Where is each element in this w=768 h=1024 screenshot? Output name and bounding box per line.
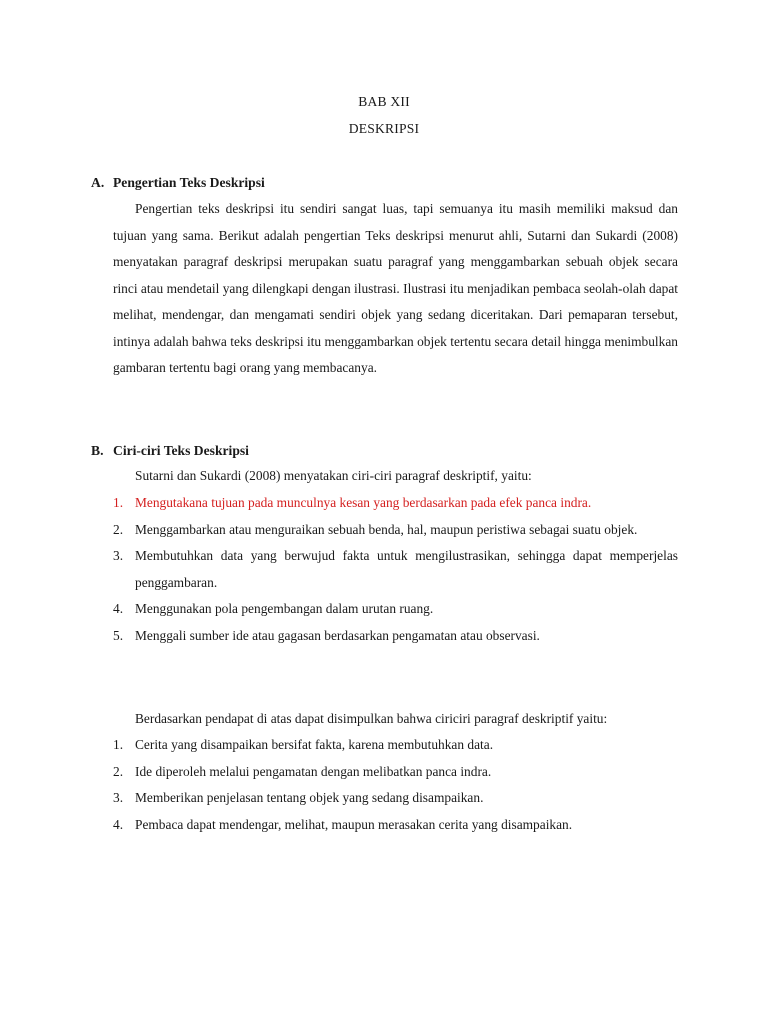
section-b-intro: Sutarni dan Sukardi (2008) menyatakan ciri-ciri paragraf deskriptif, yaitu: [135,468,532,483]
conclusion-list [113,732,678,838]
conclusion-intro: Berdasarkan pendapat di atas dapat disimpulkan bahwa ciriciri paragraf deskriptif yaitu: [135,711,608,726]
list-item-number: 3. [113,790,124,805]
list-item [113,490,678,517]
list-item-text: Memberikan penjelasan tentang objek yang sedang disampaikan. [135,790,484,805]
section-b-heading [91,443,249,459]
section-a-title: Pengertian Teks Deskripsi [113,175,265,190]
list-item-text: Pembaca dapat mendengar, melihat, maupun merasakan cerita yang disampaikan. [135,816,573,832]
list-item [113,596,678,623]
list-item [113,785,678,812]
section-a-heading [91,175,265,191]
list-item-number: 4. [113,601,124,616]
list-item-text: Ide diperoleh melalui pengamatan dengan melibatkan panca indra. [135,763,492,779]
list-item [113,517,678,544]
section-b-title: Ciri-ciri Teks Deskripsi [113,443,249,458]
list-item-text: Membutuhkan data yang berwujud fakta untuk mengilustrasikan, sehingga dapat memperjelas penggambaran. [135,548,678,590]
list-item-number: 2. [113,521,124,537]
list-item [113,759,678,786]
list-item-text: Menggali sumber ide atau gagasan berdasarkan pengamatan atau observasi. [135,627,540,643]
list-item-number: 1. [113,495,124,510]
chapter-label: BAB XII [358,94,410,109]
section-a-paragraph: Pengertian teks deskripsi itu sendiri sangat luas, tapi semuanya itu masih memiliki maksud dan tujuan yang sama. Berikut adalah pengertian Teks deskripsi menurut ahli, Sutarni dan Sukardi (2008) menyatakan paragraf deskripsi merupakan suatu paragraf yang menggambarkan sebuah objek secara rinci atau mendetail yang dilengkapi dengan ilustrasi. Ilustrasi itu menjadikan pembaca seolah-olah dapat melihat, mendengar, dan mengamati sendiri objek yang sedang diceritakan. Dari pemaparan tersebut, intinya adalah bahwa teks deskripsi itu menggambarkan objek tertentu secara detail hingga menimbulkan gambaran tertentu bagi orang yang membacanya. [113,201,678,375]
list-item-text: Menggambarkan atau menguraikan sebuah benda, hal, maupun peristiwa sebagai suatu objek. [135,521,638,537]
section-a-letter: A. [91,175,105,190]
characteristics-list [113,490,678,649]
list-item [113,732,678,759]
list-item [113,623,678,650]
list-item-number: 3. [113,548,124,563]
list-item-text: Menggunakan pola pengembangan dalam urutan ruang. [135,601,434,616]
list-item-number: 2. [113,763,124,779]
list-item-text: Mengutakana tujuan pada munculnya kesan yang berdasarkan pada efek panca indra. [135,495,592,510]
list-item [113,812,678,839]
list-item-number: 1. [113,737,124,752]
section-b-letter: B. [91,443,104,458]
list-item-number: 4. [113,816,124,832]
list-item [113,543,678,596]
list-item-number: 5. [113,627,124,643]
page-title: DESKRIPSI [348,121,420,136]
list-item-text: Cerita yang disampaikan bersifat fakta, karena membutuhkan data. [135,737,494,752]
